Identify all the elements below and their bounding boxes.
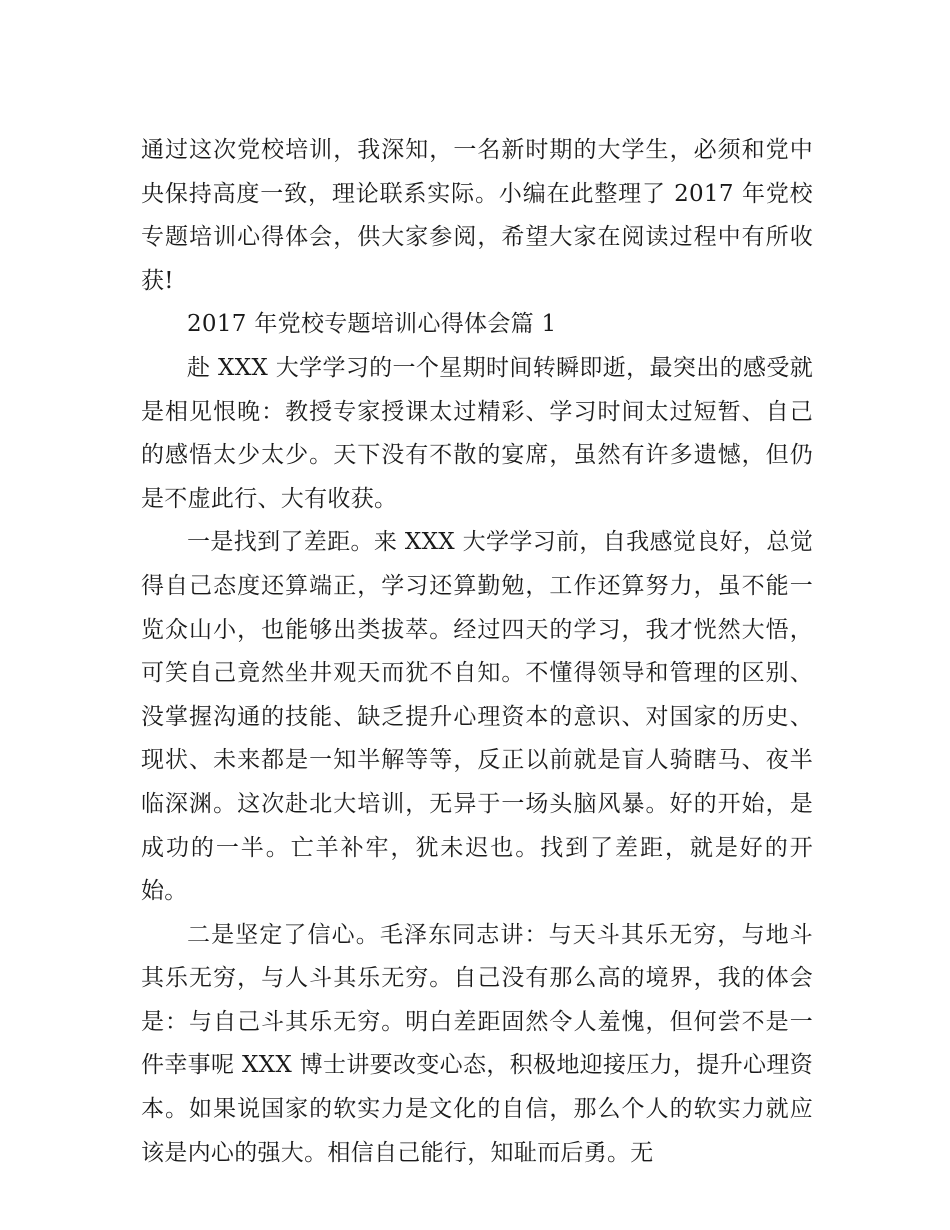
body-paragraph: 赴 XXX 大学学习的一个星期时间转瞬即逝，最突出的感受就是相见恨晚：教授专家授课太过精彩、学习时间太过短暂、自己的感悟太少太少。天下没有不散的宴席，虽然有许多遗憾，但仍是不虚此行、大有收获。 [141, 354, 813, 512]
body-paragraph: 一是找到了差距。来 XXX 大学学习前，自我感觉良好，总觉得自己态度还算端正，学习还算勤勉，工作还算努力，虽不能一览众山小，也能够出类拔萃。经过四天的学习，我才恍然大悟，可笑自己竟然坐井观天而犹不自知。不懂得领导和管理的区别、没掌握沟通的技能、缺乏提升心理资本的意识、对国家的历史、现状、未来都是一知半解等等，反正以前就是盲人骑瞎马、夜半临深渊。这次赴北大培训，无异于一场头脑风暴。好的开始，是成功的一半。亡羊补牢，犹未迟也。找到了差距，就是好的开始。 [141, 529, 813, 905]
section-heading: 2017 年党校专题培训心得体会篇 1 [187, 311, 557, 338]
body-paragraph: 二是坚定了信心。毛泽东同志讲：与天斗其乐无穷，与地斗其乐无穷，与人斗其乐无穷。自己没有那么高的境界，我的体会是：与自己斗其乐无穷。明白差距固然令人羞愧，但何尝不是一件幸事呢 XXX 博士讲要改变心态，积极地迎接压力，提升心理资本。如果说国家的软实力是文化的自信，那么个人的软实力就应该是内心的强大。相信自己能行，知耻而后勇。无 [141, 921, 813, 1166]
document-body [141, 129, 813, 1175]
intro-paragraph: 通过这次党校培训，我深知，一名新时期的大学生，必须和党中央保持高度一致，理论联系实际。小编在此整理了 2017 年党校专题培训心得体会，供大家参阅，希望大家在阅读过程中有所收获! [141, 137, 813, 294]
